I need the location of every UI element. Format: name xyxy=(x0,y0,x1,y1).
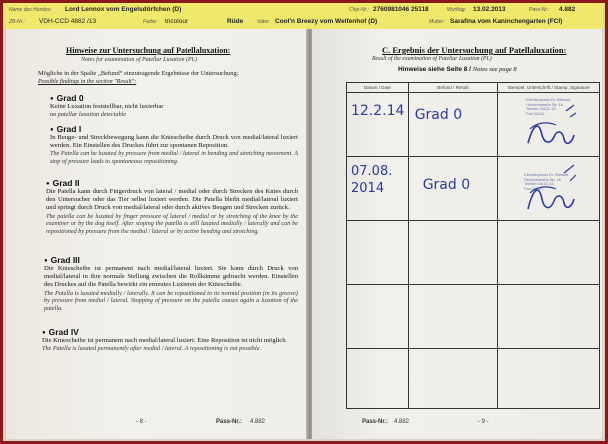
date-value: 07.08. 2014 xyxy=(351,164,393,196)
dog-name: Lord Lennox vom Engelsdörfchen (D) xyxy=(65,6,182,13)
grade-title: ● Grad II xyxy=(46,178,298,188)
date-cell xyxy=(347,285,409,349)
grade-en: The Patella can be luxated by pressure from medial / lateral in bending and stretching movement. A stop of pressure leads to spontaneous repositioning. xyxy=(50,150,298,166)
grade-3 xyxy=(44,255,298,313)
right-pass-label: Pass-Nr.: xyxy=(362,419,389,425)
result-cell xyxy=(408,285,497,349)
left-pass-number: 4.882 xyxy=(250,419,266,425)
left-page-title: Hinweise zur Untersuchung auf Patellaluxation: xyxy=(66,46,231,55)
intro-de: Mögliche in der Spalte „Befund“ einzutragende Ergebnisse der Untersuchung: xyxy=(38,70,239,77)
result-value: Grad 0 xyxy=(414,107,463,123)
left-page-number: - 8 - xyxy=(136,419,147,425)
stamp-cell xyxy=(498,93,600,157)
table-header-row xyxy=(347,83,600,93)
vet-stamp: Kleintierpraxis Dr. Kliewert Heinrichstraße Str. 16 Telefon 04131-13 Fax 04131 - xyxy=(526,98,571,116)
grade-en: The Patella is luxated medially / laterally. It can be repositioned to its normal position (in its groove) by pressure from medial / lateral. Stopping of pressure on the patella causes again a luxation of the patella. xyxy=(44,289,298,313)
result-cell xyxy=(408,157,497,221)
left-page-subtitle: Notes for examination of Patellar Luxation (PL) xyxy=(81,57,197,63)
mother-label: Mutter: xyxy=(429,19,445,25)
grade-title: ● Grad I xyxy=(50,124,298,134)
date-cell xyxy=(347,157,409,221)
left-page xyxy=(6,29,310,439)
table-row xyxy=(347,93,600,157)
grade-4 xyxy=(42,327,298,353)
father-name: Cool'n Breezy vom Welfenhof (D) xyxy=(275,18,378,25)
col-result: Befund / Result xyxy=(408,83,497,93)
coat-color: tricolour xyxy=(165,18,189,25)
date-label: Wurftag: xyxy=(447,7,466,13)
right-pass-number: 4.882 xyxy=(394,419,410,425)
intro-text xyxy=(38,70,298,86)
grade-de: Die Kniescheibe ist permanent nach medial/lateral luxiert. Sie kann durch Druck von medial/lateral in ihre normale Stellung zwischen die Rollkämme gebracht werden. Einstellen des Druckes auf die Patella bewirkt ein erneutes Luxieren der Kniescheibe. xyxy=(44,265,298,289)
mother-name: Sarafina vom Kaninchengarten (FCI) xyxy=(450,18,563,25)
date-cell xyxy=(347,349,409,409)
signature-image xyxy=(516,99,586,155)
grade-1 xyxy=(50,124,298,166)
result-cell xyxy=(408,349,497,409)
table-row xyxy=(347,221,600,285)
result-value: Grad 0 xyxy=(422,177,471,193)
results-table xyxy=(346,82,600,409)
sex: Rüde xyxy=(227,18,244,25)
grade-2 xyxy=(46,178,298,236)
grade-de: Die Kniescheibe ist permanent nach medial/lateral luxiert. Eine Reposition ist nicht möglich. xyxy=(42,337,288,344)
grade-de: In Beuge- und Streckbewegung kann die Kniescheibe durch Druck von medial/lateral luxiert werden. Ein Einstellen des Druckes führt zur spontanen Reposition. xyxy=(50,134,298,150)
right-page-number: - 9 - xyxy=(478,419,489,425)
date-value: 12.2.14 xyxy=(351,103,405,119)
col-date: Datum / Date xyxy=(347,83,409,93)
grade-title: ● Grad 0 xyxy=(50,93,298,103)
left-pass-label: Pass-Nr.: xyxy=(216,419,243,425)
table-row xyxy=(347,285,600,349)
stamp-cell xyxy=(498,285,600,349)
grade-title: ● Grad III xyxy=(44,255,298,265)
grade-en: The Patella is luxated permanently after medial / lateral. A repositioning is not possible. xyxy=(42,345,262,353)
name-label: Name des Hundes: xyxy=(9,7,52,13)
table-row xyxy=(347,349,600,409)
signature-image xyxy=(514,159,586,219)
notes-hint xyxy=(398,66,517,73)
stamp-cell xyxy=(498,349,600,409)
vet-stamp: Kleintierpraxis Dr. Kliewert Heinrichstraße Str. 16 Telefon 04131-13 Fax 04131 - xyxy=(524,173,569,191)
chip-number: 2760981046 25118 xyxy=(373,6,429,13)
grade-de: Keine Luxation feststellbar, nicht luxierbar xyxy=(50,103,164,110)
table-row xyxy=(347,157,600,221)
notes-hint-en: Notes see page 8 xyxy=(472,66,517,73)
chip-label: Chip-Nr.: xyxy=(349,7,369,13)
header-pass-number: 4.882 xyxy=(559,6,576,13)
col-stamp: Stempel, Unterschrift / Stamp, Signature xyxy=(498,83,600,93)
notes-hint-de: Hinweise siehe Seite 8 / xyxy=(398,66,471,73)
zb-label: ZB-Nr.: xyxy=(9,19,25,25)
stamp-cell xyxy=(498,221,600,285)
color-label: Farbe: xyxy=(143,19,158,25)
header-strip xyxy=(3,3,603,29)
right-page xyxy=(312,29,602,439)
date-cell xyxy=(347,93,409,157)
grade-0 xyxy=(50,93,298,119)
grade-en: The patella can be luxated by finger pressure of lateral / medial or by stretching of the knee by the examiner or by the dog itself. After stoping the patella is still luxated medially / laterally and can be repositioned by pressure from the medial / lateral or by active bending and stretching. xyxy=(46,212,298,236)
result-cell xyxy=(408,93,497,157)
birth-date: 13.02.2013 xyxy=(473,6,506,13)
result-cell xyxy=(408,221,497,285)
date-cell xyxy=(347,221,409,285)
grade-title: ● Grad IV xyxy=(42,327,298,337)
father-label: Vater: xyxy=(257,19,271,25)
zb-number: VDH-CCD 4882 /13 xyxy=(39,18,97,25)
right-page-subtitle: Result of the examination of Patellar Luxation (PL) xyxy=(372,56,492,62)
intro-en: Possible findings in the section "Result": xyxy=(38,79,137,85)
stamp-cell xyxy=(498,157,600,221)
grade-de: Die Patella kann durch Fingerdruck von lateral / medial oder durch Strecken des Knies durch den Untersucher oder das Tier selbst luxiert werden. Die Patella bleibt medial/lateral luxiert und springt durch Druck von medial/lateral oder durch aktives Beugen und Strecken zurück. xyxy=(46,188,298,212)
header-pass-label: Pass-Nr.: xyxy=(529,7,550,13)
grade-en: no patellar luxation detectable xyxy=(50,111,127,119)
right-page-title: C. Ergebnis der Untersuchung auf Patellaluxation: xyxy=(382,45,567,55)
